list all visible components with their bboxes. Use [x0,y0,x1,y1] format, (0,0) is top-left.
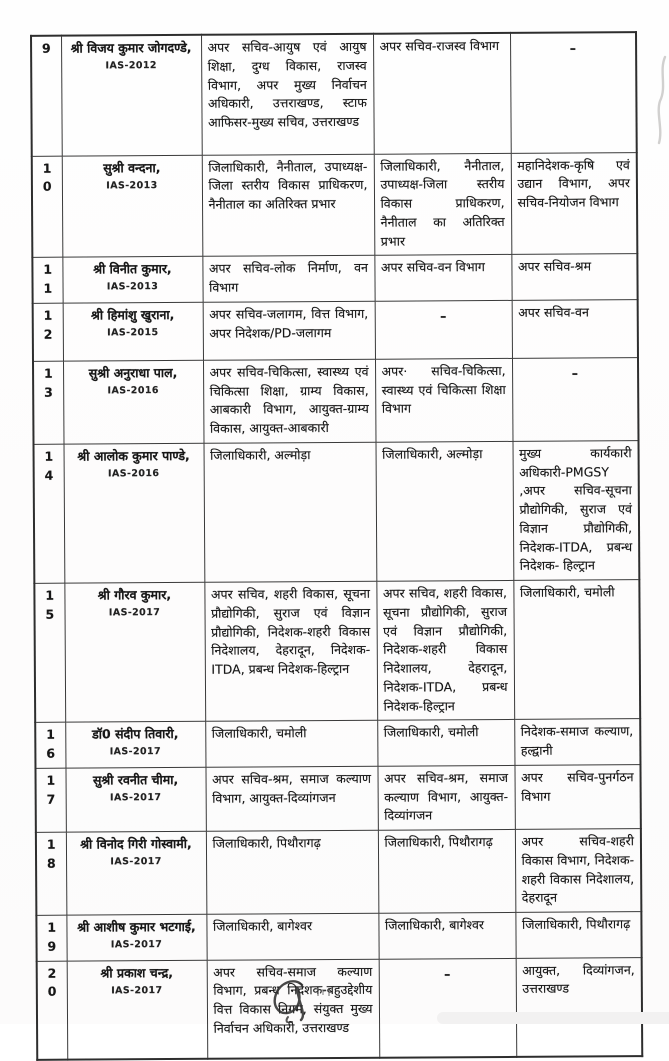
table-row [36,912,641,961]
posting-column-c-cell: निदेशक-समाज कल्याण, हल्द्वानी [514,719,640,765]
posting-column-c-cell: आयुक्त, दिव्यांगजन, उत्तराखण्ड [516,957,643,1057]
posting-column-b-cell: – [379,958,517,1058]
row-number: 10 [32,156,63,258]
posting-column-b-cell: जिलाधिकारी, पिथौरागढ़ [378,829,516,913]
table-row [37,957,643,1060]
officer-batch: IAS-2017 [109,746,162,758]
posting-column-a-cell: जिलाधिकारी, चमोली [205,720,377,767]
row-number: 9 [31,36,62,156]
posting-column-c-cell: जिलाधिकारी, चमोली [513,580,640,720]
officer-batch: IAS-2017 [110,939,163,951]
posting-column-c-cell: – [512,357,639,441]
officer-name: श्री गौरव कुमार, [97,587,172,603]
officer-name-cell [67,960,208,1060]
officer-name-cell [64,582,205,722]
officer-name-cell [64,443,205,583]
officer-name-cell [63,360,204,444]
officer-name-cell [62,155,203,258]
posting-column-a-cell: अपर सचिव-लोक निर्माण, वन विभाग [202,256,374,303]
officer-name-cell [63,302,203,361]
officer-name: श्री विनीत कुमार, [93,261,172,277]
officer-name: सुश्री रवनीत चीमा, [92,771,179,788]
row-number: 13 [33,361,64,444]
posting-column-a-cell: जिलाधिकारी, नैनीताल, उपाध्यक्ष-जिला स्तरीय विकास प्राधिकरण, नैनीताल का अतिरिक्त प्रभार [202,154,375,257]
row-number: 17 [35,768,65,832]
posting-column-a-cell: अपर सचिव-जलागम, वित्त विभाग, अपर निदेशक/PD-जलागम [203,301,375,360]
officers-table-body [31,32,642,1060]
officer-name: श्री विजय कुमार जोगदण्डे, [70,39,192,56]
posting-column-c-cell: जिलाधिकारी, पिथौरागढ़ [515,912,641,958]
officer-name: श्री प्रकाश चन्द्र, [100,964,173,980]
table-row [33,299,638,361]
posting-column-c-cell: अपर सचिव-शहरी विकास विभाग, निदेशक-शहरी विकास निदेशालय, देहरादून [515,829,642,913]
row-number: 12 [33,303,63,361]
posting-column-b-cell: – [375,300,512,359]
officers-table-container [30,31,643,1061]
signature-ink-mark [268,977,332,1023]
officer-name-cell [66,831,207,915]
posting-column-c-cell: मुख्य कार्यकारी अधिकारी-PMGSY ,अपर सचिव-सूचना प्रौद्योगिकी, सुराज एवं विज्ञान प्रौद्योगिकी, निदेशक-ITDA, प्रबन्ध निदेशक- हिल्ट्रान [512,440,639,580]
row-number: 19 [36,915,66,961]
table-row [33,357,638,444]
posting-column-b-cell: अपर सचिव, शहरी विकास, सूचना प्रौद्योगिकी, सुराज एवं विज्ञान प्रौद्योगिकी, निदेशक-शहरी विकास निदेशालय, देहरादून, निदेशक-ITDA, प्रबन्ध निदेशक-हिल्ट्रान [376,580,514,720]
officer-name: डॉ0 संदीप तिवारी, [92,726,179,742]
posting-column-a-cell: जिलाधिकारी, पिथौरागढ़ [206,830,379,914]
posting-column-a-cell: अपर सचिव-श्रम, समाज कल्याण विभाग, आयुक्त-दिव्यांगजन [205,766,377,831]
posting-column-b-cell: जिलाधिकारी, नैनीताल, उपाध्यक्ष-जिला स्तरीय विकास प्राधिकरण, नैनीताल का अतिरिक्त प्रभार [374,153,512,256]
posting-column-c-cell: अपर सचिव-पुनर्गठन विभाग [514,764,640,829]
table-row [32,152,638,257]
row-number: 11 [32,257,62,303]
margin-pen-mark [655,55,669,145]
row-number: 20 [37,961,68,1060]
posting-column-c-cell: – [510,32,637,153]
officer-batch: IAS-2012 [105,60,157,72]
officer-name-cell [65,722,205,768]
officer-name: सुश्री अनुराधा पाल, [88,364,178,381]
officer-batch: IAS-2015 [107,326,159,339]
table-row [36,829,641,916]
posting-column-c-cell: अपर सचिव-श्रम [511,254,637,300]
officer-batch: IAS-2017 [111,984,163,997]
officer-name: सुश्री वन्दना, [103,159,161,175]
officer-batch: IAS-2017 [108,607,161,619]
table-row [31,32,637,156]
posting-column-b-cell: अपर सचिव-श्रम, समाज कल्याण विभाग, आयुक्त-दिव्यांगजन [377,765,514,830]
officer-batch: IAS-2016 [107,384,159,397]
officer-name-cell [61,35,202,156]
officer-batch: IAS-2016 [107,467,160,480]
officer-batch: IAS-2017 [109,791,162,804]
posting-column-c-cell: अपर सचिव-वन [512,299,638,358]
officer-name-cell [62,257,202,303]
officer-batch: IAS-2017 [110,856,162,868]
officers-posting-table [30,31,643,1061]
posting-column-a-cell: अपर सचिव-चिकित्सा, स्वास्थ्य एवं चिकित्सा शिक्षा, ग्राम्य विकास, आबकारी विभाग, आयुक्त-ग्राम्य विकास, आयुक्त-आबकारी [203,359,376,443]
posting-column-b-cell: जिलाधिकारी, चमोली [377,720,514,766]
table-row [35,719,640,768]
table-row [34,580,640,723]
posting-column-b-cell: जिलाधिकारी, बागेश्वर [378,912,515,958]
officer-name: श्री हिमांशु खुराना, [90,306,175,323]
officer-batch: IAS-2013 [106,179,158,192]
posting-column-a-cell: जिलाधिकारी, बागेश्वर [206,913,378,960]
officer-name-cell [66,914,206,960]
posting-column-b-cell: जिलाधिकारी, अल्मोड़ा [375,441,513,581]
posting-column-b-cell: अपर सचिव-वन विभाग [374,255,511,301]
posting-column-a-cell: अपर सचिव, शहरी विकास, सूचना प्रौद्योगिकी, सुराज एवं विज्ञान प्रौद्योगिकी, निदेशक-शहरी विकास निदेशालय, देहरादून, निदेशक-ITDA, प्रबन्ध निदेशक-हिल्ट्रान [204,581,377,721]
row-number: 14 [34,444,65,583]
officer-name: श्री आलोक कुमार पाण्डे, [77,447,190,464]
table-row [34,440,640,583]
table-row [35,764,640,832]
ink-note-mark [316,986,332,998]
posting-column-c-cell: महानिदेशक-कृषि एवं उद्यान विभाग, अपर सचिव-नियोजन विभाग [511,152,638,255]
row-number: 15 [34,583,65,722]
posting-column-a-cell: अपर सचिव-समाज कल्याण विभाग, प्रबन्ध निदेशक-बहुउद्देशीय वित्त विकास निगम, संयुक्त मुख्य निर्वाचन अधिकारी, उत्तराखण्ड [207,959,380,1059]
posting-column-a-cell: अपर सचिव-आयुष एवं आयुष शिक्षा, दुग्ध विकास, राजस्व विभाग, अपर मुख्य निर्वाचन अधिकारी, उत्तराखण्ड, स्टाफ आफिसर-मुख्य सचिव, उत्तराखण्ड [201,34,374,155]
officer-name: श्री आशीष कुमार भटगाई, [77,918,196,935]
scan-artifact-strip [437,1012,669,1024]
posting-column-a-cell: जिलाधिकारी, अल्मोड़ा [204,442,377,582]
row-number: 16 [35,722,65,768]
row-number: 18 [36,832,67,915]
posting-column-b-cell: अपर सचिव-राजस्व विभाग [373,33,511,154]
officer-name-cell [65,767,205,832]
officer-batch: IAS-2013 [106,281,159,293]
posting-column-b-cell: अपर· सचिव-चिकित्सा, स्वास्थ्य एवं चिकित्सा शिक्षा विभाग [375,358,513,442]
officer-name: श्री विनोद गिरी गोस्वामी, [80,835,192,852]
table-row [32,254,637,303]
